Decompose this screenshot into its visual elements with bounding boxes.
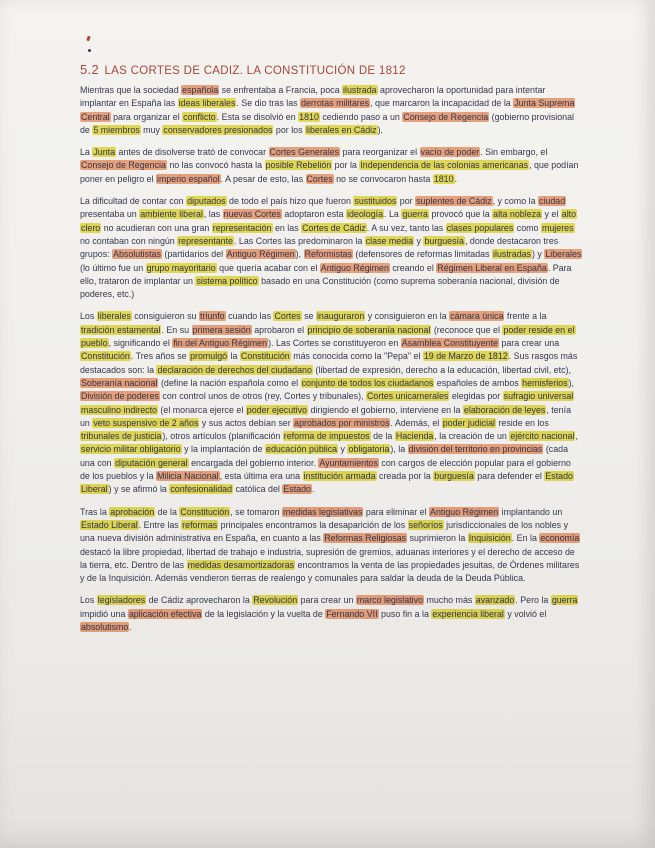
highlighted-term: burguesía xyxy=(424,235,464,246)
highlighted-term: conjunto de todos los ciudadanos xyxy=(301,377,434,388)
highlighted-term: Cortes xyxy=(306,173,333,184)
highlighted-term: Constitución xyxy=(180,506,230,517)
text-run: Los xyxy=(80,595,97,606)
highlighted-term: ambiente liberal xyxy=(140,209,203,220)
text-run: (libertad de expresión, derecho a la educación, libertad civil, etc), xyxy=(312,364,571,375)
text-run: , donde destacaron tres grupos: xyxy=(80,235,559,260)
text-run: se xyxy=(301,311,316,322)
text-run: católica del xyxy=(233,484,283,495)
text-run: . Se dio tras las xyxy=(236,98,301,109)
paragraph xyxy=(80,506,583,586)
highlighted-term: Liberales xyxy=(545,249,582,260)
highlighted-term: sufragio universal masculino indirecto xyxy=(81,391,574,415)
highlighted-term: española xyxy=(182,85,219,95)
text-run: . Para ello, trataron de implantar un xyxy=(80,262,572,286)
highlighted-term: Reformas Religiosas xyxy=(324,533,407,544)
text-run: de la xyxy=(370,431,395,442)
highlighted-term: Fernando VII xyxy=(326,608,378,619)
text-run: , y como la xyxy=(492,196,538,207)
text-run: . Pero la xyxy=(515,595,551,606)
text-run: aprobaron el xyxy=(251,324,307,335)
text-run: consiguieron su xyxy=(131,311,199,322)
text-run: españoles de ambos xyxy=(434,377,522,388)
highlighted-term: Reformistas xyxy=(304,249,352,260)
highlighted-term: servicio militar obligatorio xyxy=(81,444,181,455)
text-run: y xyxy=(414,235,424,246)
text-run: , tenía un xyxy=(80,404,572,428)
highlighted-term: 19 de Marzo de 1812 xyxy=(423,351,508,362)
text-run: y volvió el xyxy=(504,608,547,619)
text-run: . En su xyxy=(161,324,192,335)
highlighted-term: principio de soberanía nacional xyxy=(307,324,431,335)
highlighted-term: Cortes unicamerales xyxy=(366,391,449,402)
text-run: (defensores de reformas limitadas xyxy=(352,249,493,260)
paragraph xyxy=(80,146,583,186)
text-run: como xyxy=(514,222,541,233)
text-run: no contaban con ningún xyxy=(80,235,178,246)
text-run: La xyxy=(80,147,93,158)
text-run: , esta última era una xyxy=(219,471,303,482)
highlighted-term: burguesía xyxy=(434,471,474,482)
text-run: , que podían poner en peligro el xyxy=(80,160,579,184)
highlighted-term: legisladores xyxy=(97,595,146,606)
highlighted-term: Cortes Generales xyxy=(269,147,340,158)
text-run: . Sus rasgos más destacados son: la xyxy=(80,351,578,375)
highlighted-term: declaración de derechos del ciudadano xyxy=(157,364,312,375)
text-run: y la implantación de xyxy=(181,444,266,455)
text-run: no las convocó hasta la xyxy=(166,160,265,171)
text-run: (partidarios del xyxy=(161,249,226,260)
highlighted-term: Ayuntamientos xyxy=(319,457,378,468)
text-run: con control unos de otros (rey, Cortes y tribunales), xyxy=(159,391,366,402)
text-run: por xyxy=(397,196,416,207)
highlighted-term: Estado xyxy=(283,484,311,495)
highlighted-term: imperio español xyxy=(156,173,220,184)
text-run: que quería acabar con el xyxy=(216,262,320,273)
highlighted-term: primera sesión xyxy=(192,324,251,335)
text-run: de la legislación y la vuelta de xyxy=(202,608,326,619)
text-run: . Entre las xyxy=(138,519,182,530)
highlighted-term: 1810 xyxy=(299,111,319,122)
highlighted-term: obligatoria xyxy=(348,444,390,455)
text-run: dirigiendo el gobierno, interviene en la xyxy=(307,404,463,415)
text-run: (define la nación española como el xyxy=(158,377,301,388)
highlighted-term: Soberanía nacional xyxy=(81,377,158,388)
highlighted-term: sistema político xyxy=(196,275,258,286)
section-number: 5.2 xyxy=(80,62,99,77)
highlighted-term: marco legislativo xyxy=(356,595,423,606)
highlighted-term: ilustrada xyxy=(343,85,377,95)
text-run: ) y se afirmó la xyxy=(108,484,170,495)
text-run: creada por la xyxy=(376,471,434,482)
text-run: ), xyxy=(295,249,304,260)
highlighted-term: representante xyxy=(178,235,233,246)
text-run: , se tomaron xyxy=(230,506,283,517)
highlighted-term: educación pública xyxy=(266,444,338,455)
text-run: ) y xyxy=(532,249,545,260)
text-run: suprimieron la xyxy=(407,533,468,544)
text-run: destacó la libre propiedad, libertad de trabajo e industria, supresión de gremios, aduanas interiores y el derecho de acceso de la tierra, etc. Dentro de las xyxy=(80,546,575,570)
text-run: muy xyxy=(140,124,163,135)
text-run: . A pesar de esto, las xyxy=(220,173,306,184)
highlighted-term: Estado Liberal xyxy=(81,471,573,495)
text-run: puso fin a la xyxy=(378,608,432,619)
highlighted-term: sustituidos xyxy=(354,196,397,207)
highlighted-term: Milicia Nacional xyxy=(156,471,219,482)
text-run: de Cádiz aprovecharon la xyxy=(146,595,253,606)
text-run: y consiguieron en la xyxy=(365,311,450,322)
paragraph xyxy=(80,84,583,137)
text-run: para reorganizar el xyxy=(340,147,420,158)
highlighted-term: tribunales de justicia xyxy=(81,431,162,442)
text-run: para crear una xyxy=(498,338,560,349)
text-run: ), la xyxy=(390,444,408,455)
text-run: . Esta se disolvió en xyxy=(216,111,299,122)
highlighted-term: alta nobleza xyxy=(493,209,542,220)
text-run: , xyxy=(575,431,578,442)
highlighted-term: tradición estamental xyxy=(81,324,161,335)
highlighted-term: Cortes de Cádiz xyxy=(302,222,366,233)
highlighted-term: clase media xyxy=(365,235,414,246)
text-run: cuando las xyxy=(225,311,274,322)
highlighted-term: hemisferios xyxy=(522,377,568,388)
highlighted-term: grupo mayoritario xyxy=(146,262,216,273)
highlighted-term: ejército nacional xyxy=(510,431,575,442)
text-run: . Las Cortes las predominaron la xyxy=(234,235,365,246)
highlighted-term: señoríos xyxy=(408,519,443,530)
highlighted-term: ciudad xyxy=(538,196,566,207)
highlighted-term: institución armada xyxy=(303,471,376,482)
highlighted-term: División de poderes xyxy=(81,391,159,402)
text-run: frente a la xyxy=(504,311,547,322)
highlighted-term: triunfo xyxy=(199,311,225,322)
text-run: y xyxy=(338,444,348,455)
highlighted-term: suplentes de Cádiz xyxy=(416,196,492,207)
highlighted-term: poder ejecutivo xyxy=(246,404,307,415)
highlighted-term: experiencia liberal xyxy=(432,608,504,619)
text-run: aprovecharon la oportunidad para intentar implantar en España las xyxy=(80,85,546,109)
text-run: . xyxy=(129,621,132,632)
text-run: implantando un xyxy=(499,506,563,517)
highlighted-term: 5 miembros xyxy=(93,124,140,135)
text-run: de la xyxy=(155,506,180,517)
highlighted-term: absolutismo xyxy=(81,621,129,632)
text-run: (cada una con xyxy=(80,444,569,468)
text-run: en las xyxy=(272,222,302,233)
text-run: (lo último fue un xyxy=(80,262,146,273)
highlighted-term: veto suspensivo de 2 años xyxy=(93,417,199,428)
text-run: , significando el xyxy=(108,338,173,349)
highlighted-term: confesionalidad xyxy=(170,484,233,495)
highlighted-term: reforma de impuestos xyxy=(283,431,370,442)
text-run: ), xyxy=(568,377,574,388)
text-run: Mientras que la sociedad xyxy=(80,85,182,95)
text-run: encontramos la venta de las propiedades jesuitas, de Órdenes militares y de la Inquisición. Además vendieron tierras de realengo y comunales para saldar la deuda de la Deuda Pública. xyxy=(80,559,580,584)
text-run: provocó que la xyxy=(428,209,493,220)
highlighted-term: Hacienda xyxy=(395,431,434,442)
text-run: por los xyxy=(273,124,306,135)
text-run: La dificultad de contar con xyxy=(80,196,187,207)
highlighted-term: Asamblea Constituyente xyxy=(401,338,498,349)
text-run: . xyxy=(312,484,315,495)
text-run: para defender el xyxy=(474,471,545,482)
highlighted-term: liberales en Cádiz xyxy=(306,124,377,135)
highlighted-term: ideología xyxy=(347,209,384,220)
highlighted-term: cámara única xyxy=(450,311,504,322)
highlighted-term: fin del Antiguo Régimen xyxy=(173,338,268,349)
text-run: impidió una xyxy=(80,608,128,619)
paragraph xyxy=(80,594,583,634)
page-title xyxy=(80,62,406,77)
highlighted-term: medidas legislativas xyxy=(283,506,363,517)
highlighted-term: alto clero xyxy=(81,209,577,233)
text-run: Tras la xyxy=(80,506,110,517)
text-run: para crear un xyxy=(298,595,356,606)
text-run: la xyxy=(228,351,240,362)
text-run: jurisdiccionales de los nobles y una nueva división administrativa en España, en cuanto a las xyxy=(80,519,569,544)
title-text: LAS CORTES DE CADIZ. LA CONSTITUCIÓN DE 1812 xyxy=(104,65,406,77)
highlighted-term: Consejo de Regencia xyxy=(81,160,166,171)
highlighted-term: aprobados por ministros xyxy=(294,417,390,428)
text-run: para organizar el xyxy=(110,111,183,122)
text-run: , que marcaron la incapacidad de la xyxy=(370,98,514,109)
highlighted-term: Revolución xyxy=(253,595,298,606)
text-run: . Tres años se xyxy=(130,351,190,362)
highlighted-term: Antiguo Régimen xyxy=(430,506,499,517)
text-run: cediendo paso a un xyxy=(319,111,403,122)
highlighted-term: aprobación xyxy=(110,506,155,517)
text-run: . En la xyxy=(511,533,540,544)
text-run: , las xyxy=(203,209,223,220)
text-run: (reconoce que el xyxy=(431,324,503,335)
highlighted-term: ilustradas xyxy=(493,249,531,260)
highlighted-term: Junta Suprema Central xyxy=(81,98,575,122)
highlighted-term: posible Rebelión xyxy=(265,160,332,171)
pen-dot xyxy=(88,49,91,52)
highlighted-term: medidas desamortizadoras xyxy=(187,559,295,570)
text-run: se enfrentaba a Francia, poca xyxy=(219,85,343,95)
highlighted-term: guerra xyxy=(551,595,578,606)
highlighted-term: poder reside en el pueblo xyxy=(81,324,575,349)
highlighted-term: diputados xyxy=(187,196,226,207)
highlighted-term: inauguraron xyxy=(316,311,365,322)
highlighted-term: derrotas militares xyxy=(301,98,370,109)
highlighted-term: Independencia de las colonias americanas xyxy=(360,160,529,171)
highlighted-term: Consejo de Regencia xyxy=(403,111,489,122)
highlighted-term: economía xyxy=(540,533,580,544)
text-run: . Además, el xyxy=(390,417,442,428)
highlighted-term: nuevas Cortes xyxy=(223,209,281,220)
highlighted-term: aplicación efectiva xyxy=(128,608,202,619)
text-run: (gobierno provisional de xyxy=(80,111,575,135)
text-run: presentaba un xyxy=(80,209,140,220)
highlighted-term: promulgó xyxy=(190,351,228,362)
highlighted-term: vacío de poder xyxy=(420,147,480,158)
text-run: para eliminar el xyxy=(363,506,430,517)
highlighted-term: poder judicial xyxy=(442,417,495,428)
text-run: reside en los xyxy=(496,417,549,428)
highlighted-term: Antiguo Régimen xyxy=(320,262,389,273)
text-run: elegidas por xyxy=(449,391,503,402)
highlighted-term: mujeres xyxy=(541,222,574,233)
highlighted-term: guerra xyxy=(402,209,428,220)
highlighted-term: Estado Liberal xyxy=(81,519,138,530)
text-run: . La xyxy=(384,209,402,220)
highlighted-term: Constitución xyxy=(81,351,130,362)
text-run: principales encontramos la desaparición de los xyxy=(218,519,408,530)
text-run: , la creación de un xyxy=(434,431,510,442)
text-run: . A su vez, tanto las xyxy=(366,222,446,233)
highlighted-term: conflicto xyxy=(183,111,216,122)
highlighted-term: avanzado xyxy=(475,595,515,606)
highlighted-term: Antiguo Régimen xyxy=(226,249,295,260)
text-run: ). xyxy=(377,124,383,135)
highlighted-term: conservadores presionados xyxy=(163,124,273,135)
highlighted-term: división del territorio en provincias xyxy=(408,444,543,455)
highlighted-term: elaboración de leyes xyxy=(463,404,546,415)
text-run: antes de disolverse trató de convocar xyxy=(116,147,269,158)
highlighted-term: ideas liberales xyxy=(178,98,236,109)
notes-body xyxy=(80,84,583,643)
paragraph xyxy=(80,195,583,301)
paragraph xyxy=(80,310,583,496)
text-run: ), otros artículos (planificación xyxy=(162,431,283,442)
highlighted-term: 1810 xyxy=(433,173,454,184)
text-run: (el monarca ejerce el xyxy=(157,404,246,415)
highlighted-term: clases populares xyxy=(446,222,514,233)
text-run: basado en una Constitución (como suprema soberanía nacional, división de poderes, etc.) xyxy=(80,275,560,300)
highlighted-term: Régimen Liberal en España xyxy=(437,262,547,273)
text-run: . xyxy=(454,173,458,184)
highlighted-term: Cortes xyxy=(274,311,301,322)
text-run: encargada del gobierno interior. xyxy=(188,457,319,468)
text-run: Los xyxy=(80,311,97,322)
highlighted-term: Inquisición xyxy=(468,533,511,544)
text-run: mucho más xyxy=(423,595,475,606)
highlighted-term: diputación general xyxy=(115,457,188,468)
text-run: con cargos de elección popular para el gobierno de los pueblos y la xyxy=(80,457,571,482)
highlighted-term: representación xyxy=(212,222,272,233)
highlighted-term: Constitución xyxy=(240,351,290,362)
highlighted-term: Junta xyxy=(93,147,116,158)
pen-mark xyxy=(86,36,91,42)
text-run: no acudieran con una gran xyxy=(101,222,212,233)
text-run: de todo el país hizo que fueron xyxy=(226,196,354,207)
text-run: y el xyxy=(542,209,561,220)
text-run: adoptaron esta xyxy=(281,209,347,220)
text-run: más conocida como la "Pepa" el xyxy=(290,351,423,362)
highlighted-term: reformas xyxy=(182,519,218,530)
text-run: creando el xyxy=(389,262,437,273)
text-run: por la xyxy=(332,160,360,171)
text-run: ). Las Cortes se constituyeron en xyxy=(268,338,401,349)
text-run: . Sin embargo, el xyxy=(480,147,548,158)
text-run: no se convocaron hasta xyxy=(333,173,433,184)
highlighted-term: Absolutistas xyxy=(113,249,161,260)
highlighted-term: liberales xyxy=(97,311,131,322)
text-run: y sus actos debían ser xyxy=(199,417,294,428)
